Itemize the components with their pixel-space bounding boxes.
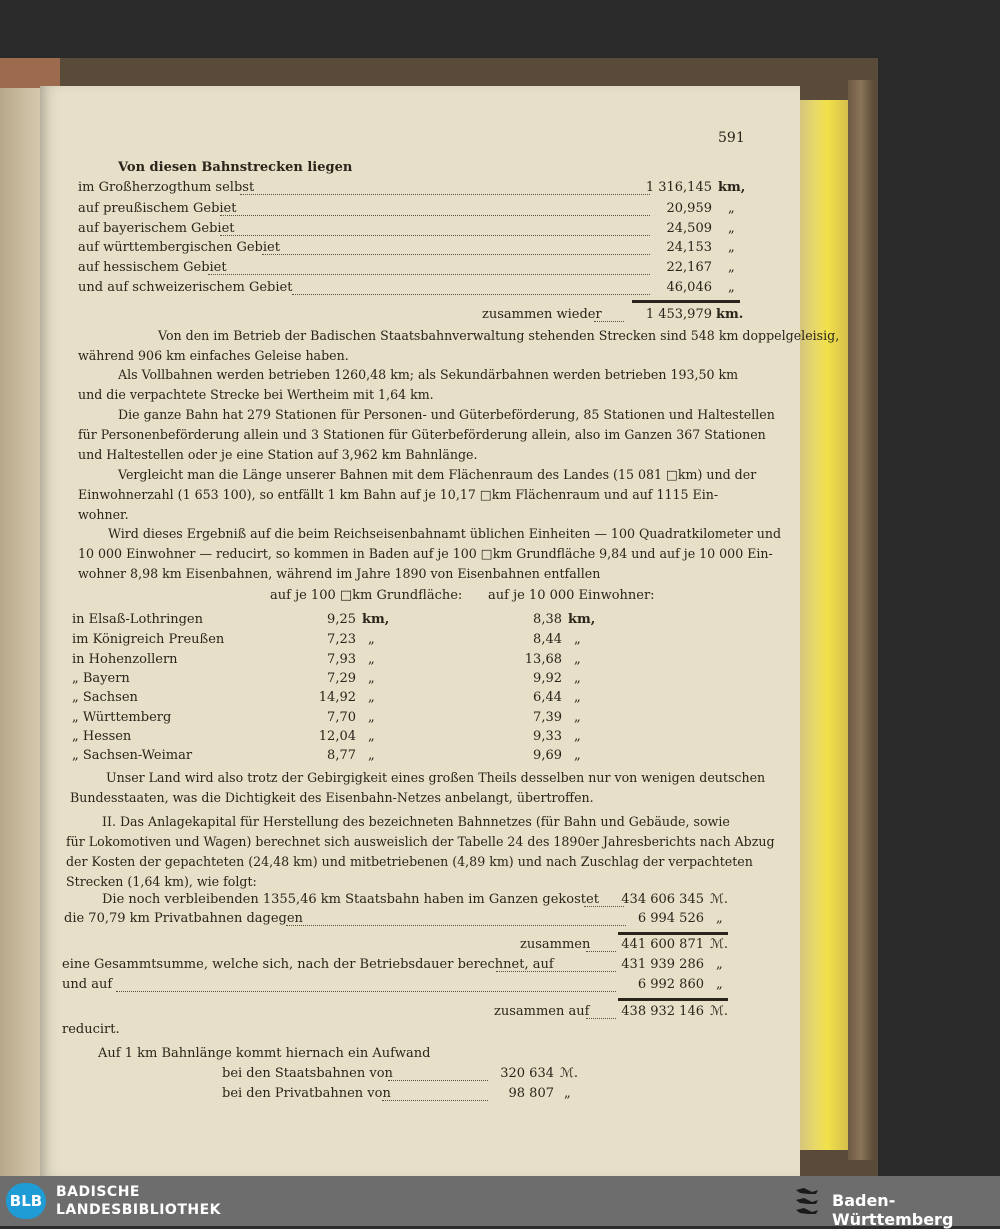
list-item-label: auf hessischem Gebiet (78, 260, 227, 275)
table-cell-unit: „ (368, 748, 375, 763)
list-item-unit: „ (728, 280, 735, 295)
list-item-unit: „ (728, 201, 735, 216)
section-heading: Von diesen Bahnstrecken liegen (118, 160, 353, 175)
leader-dots (208, 274, 650, 275)
leader-dots (220, 235, 650, 236)
table-cell: 13,68 (524, 652, 562, 667)
list-item-unit: „ (728, 221, 735, 236)
list-item-unit: km, (718, 180, 746, 195)
list-item-label: auf preußischem Gebiet (78, 201, 237, 216)
table-cell-unit: „ (574, 729, 581, 744)
list-item-value: 20,959 (666, 201, 712, 216)
sum-rule (618, 998, 728, 1001)
table-cell-unit: km, (362, 612, 390, 627)
table-row-label: „ Sachsen-Weimar (72, 748, 193, 763)
per-km-value: 98 807 (508, 1086, 554, 1101)
table-cell-unit: „ (368, 710, 375, 725)
paragraph: Als Vollbahnen werden betrieben 1260,48 km; als Sekundärbahnen werden betrieben 193,50 km und die verpachtete Strecke bei Wertheim mit 1,64 km. (78, 367, 739, 402)
sum-rule (618, 932, 728, 935)
table-cell: 9,33 (533, 729, 562, 744)
table-cell-unit: „ (574, 632, 581, 647)
capital-row-unit: „ (716, 977, 723, 992)
total-value: 1 453,979 (645, 307, 712, 322)
footer-bar (0, 1176, 1000, 1229)
per-km-label: bei den Privatbahnen von (222, 1086, 391, 1101)
column-header: auf je 100 □km Grundfläche: (270, 588, 463, 603)
table-cell: 8,38 (533, 612, 562, 627)
coat-of-arms-icon (792, 1184, 824, 1218)
table-row-label: „ Bayern (72, 671, 130, 686)
leader-dots (220, 215, 650, 216)
capital-sum-label: zusammen auf (494, 1004, 590, 1019)
sum-rule (632, 300, 740, 303)
per-km-value: 320 634 (500, 1066, 554, 1081)
table-cell-unit: „ (368, 652, 375, 667)
table-row-label: in Hohenzollern (72, 652, 178, 667)
capital-row-value: 431 939 286 (621, 957, 704, 972)
table-row-label: „ Württemberg (72, 710, 172, 725)
leader-dots (382, 1100, 488, 1101)
table-cell: 9,25 (327, 612, 356, 627)
capital-sum-value: 441 600 871 (621, 937, 704, 952)
table-cell: 8,77 (327, 748, 356, 763)
capital-row-label: und auf (62, 977, 113, 992)
leader-dots (240, 194, 650, 195)
list-item-value: 46,046 (666, 280, 712, 295)
table-cell: 12,04 (318, 729, 356, 744)
total-unit: km. (716, 307, 744, 322)
table-cell-unit: „ (574, 690, 581, 705)
paragraph: Von den im Betrieb der Badischen Staatsbahnverwaltung stehenden Strecken sind 548 km doppelgeleisig, während 906 km einfaches Geleise haben. (78, 328, 840, 363)
table-cell: 7,93 (327, 652, 356, 667)
list-item-label: und auf schweizerischem Gebiet (78, 280, 293, 295)
leader-dots (286, 925, 626, 926)
leader-dots (496, 971, 616, 972)
paragraph: II. Das Anlagekapital für Herstellung des bezeichneten Bahnnetzes (für Bahn und Gebäude, sowie für Lokomotiven und Wagen) berechnet sich ausweislich der Tabelle 24 des 1890er Jahresberichts nach Abzug der Kosten der gepachteten (24,48 km) und mitbetriebenen (4,89 km) und nach Zuschlag der verpachteten Strecken (1,64 km), wie folgt: (66, 814, 775, 889)
table-cell-unit: „ (368, 729, 375, 744)
table-cell: 8,44 (533, 632, 562, 647)
list-item-value: 24,509 (666, 221, 712, 236)
table-cell: 9,92 (533, 671, 562, 686)
table-cell-unit: „ (574, 748, 581, 763)
leader-dots (594, 321, 624, 322)
leader-dots (388, 1080, 488, 1081)
table-cell-unit: km, (568, 612, 596, 627)
table-cell-unit: „ (368, 632, 375, 647)
paragraph: Vergleicht man die Länge unserer Bahnen mit dem Flächenraum des Landes (15 081 □km) und der Einwohnerzahl (1 653 100), so entfällt 1 km Bahn auf je 10,17 □km Flächenraum und auf 1115 Ein- wohner. (78, 467, 757, 522)
state-name[interactable]: Baden-Württemberg (832, 1191, 954, 1229)
capital-row-label: eine Gesammtsumme, welche sich, nach der Betriebsdauer berechnet, auf (62, 957, 554, 972)
table-row-label: in Elsaß-Lothringen (72, 612, 203, 627)
paragraph: Die ganze Bahn hat 279 Stationen für Personen- und Güterbeförderung, 85 Stationen und Haltestellen für Personenbeförderung allein und 3 Stationen für Güterbeförderung allein, also im Ganzen 367 Stationen und Haltestellen oder je eine Station auf 3,962 km Bahnlänge. (78, 407, 775, 462)
list-item-value: 22,167 (666, 260, 712, 275)
table-row-label: im Königreich Preußen (72, 632, 225, 647)
capital-row-label: Die noch verbleibenden 1355,46 km Staatsbahn haben im Ganzen gekostet (102, 892, 599, 907)
table-row-label: „ Hessen (72, 729, 132, 744)
capital-sum-unit: ℳ. (710, 937, 729, 952)
blb-logo[interactable]: BLB (6, 1183, 46, 1219)
total-label: zusammen wieder (482, 307, 602, 322)
page-number: 591 (718, 130, 745, 146)
table-row-label: „ Sachsen (72, 690, 138, 705)
paragraph: Wird dieses Ergebniß auf die beim Reichseisenbahnamt üblichen Einheiten — 100 Quadratkilometer und 10 000 Einwohner — reducirt, so kommen in Baden auf je 100 □km Grundfläche 9,84 und auf je 10 000 Ein- wohner 8,98 km Eisenbahnen, während im Jahre 1890 von Eisenbahnen entfallen (78, 526, 782, 581)
list-item-value: 1 316,145 (645, 180, 712, 195)
capital-sum-value: 438 932 146 (621, 1004, 704, 1019)
list-item-unit: „ (728, 240, 735, 255)
list-item-unit: „ (728, 260, 735, 275)
list-item-label: auf bayerischem Gebiet (78, 221, 235, 236)
capital-row-unit: „ (716, 911, 723, 926)
table-cell: 7,23 (327, 632, 356, 647)
table-cell-unit: „ (574, 671, 581, 686)
table-cell-unit: „ (574, 652, 581, 667)
table-cell: 6,44 (533, 690, 562, 705)
leader-dots (262, 254, 650, 255)
column-header: auf je 10 000 Einwohner: (488, 588, 655, 603)
capital-row-unit: „ (716, 957, 723, 972)
per-km-unit: „ (564, 1086, 571, 1101)
table-cell: 7,70 (327, 710, 356, 725)
capital-trailer: reducirt. (62, 1022, 120, 1037)
table-cell-unit: „ (368, 690, 375, 705)
capital-row-value: 434 606 345 (621, 892, 704, 907)
table-cell-unit: „ (368, 671, 375, 686)
library-name[interactable]: BADISCHE LANDESBIBLIOTHEK (56, 1184, 222, 1218)
per-km-label: bei den Staatsbahnen von (222, 1066, 393, 1081)
paragraph: Unser Land wird also trotz der Gebirgigkeit eines großen Theils desselben nur von wenigen deutschen Bundesstaaten, was die Dichtigkeit des Eisenbahn-Netzes anbelangt, übertroffen. (70, 770, 766, 805)
table-cell: 14,92 (318, 690, 356, 705)
table-cell: 7,39 (533, 710, 562, 725)
leader-dots (116, 991, 616, 992)
table-cell: 9,69 (533, 748, 562, 763)
capital-sum-unit: ℳ. (710, 1004, 729, 1019)
capital-row-value: 6 992 860 (637, 977, 704, 992)
table-cell: 7,29 (327, 671, 356, 686)
list-item-value: 24,153 (666, 240, 712, 255)
capital-row-unit: ℳ. (710, 892, 729, 907)
table-cell-unit: „ (574, 710, 581, 725)
capital-row-value: 6 994 526 (637, 911, 704, 926)
leader-dots (292, 294, 650, 295)
list-item-label: auf württembergischen Gebiet (78, 240, 280, 255)
capital-sum-label: zusammen (520, 937, 591, 952)
capital-row-label: die 70,79 km Privatbahnen dagegen (64, 911, 303, 926)
per-km-intro: Auf 1 km Bahnlänge kommt hiernach ein Aufwand (98, 1046, 431, 1061)
list-item-label: im Großherzogthum selbst (78, 180, 255, 195)
per-km-unit: ℳ. (560, 1066, 579, 1081)
